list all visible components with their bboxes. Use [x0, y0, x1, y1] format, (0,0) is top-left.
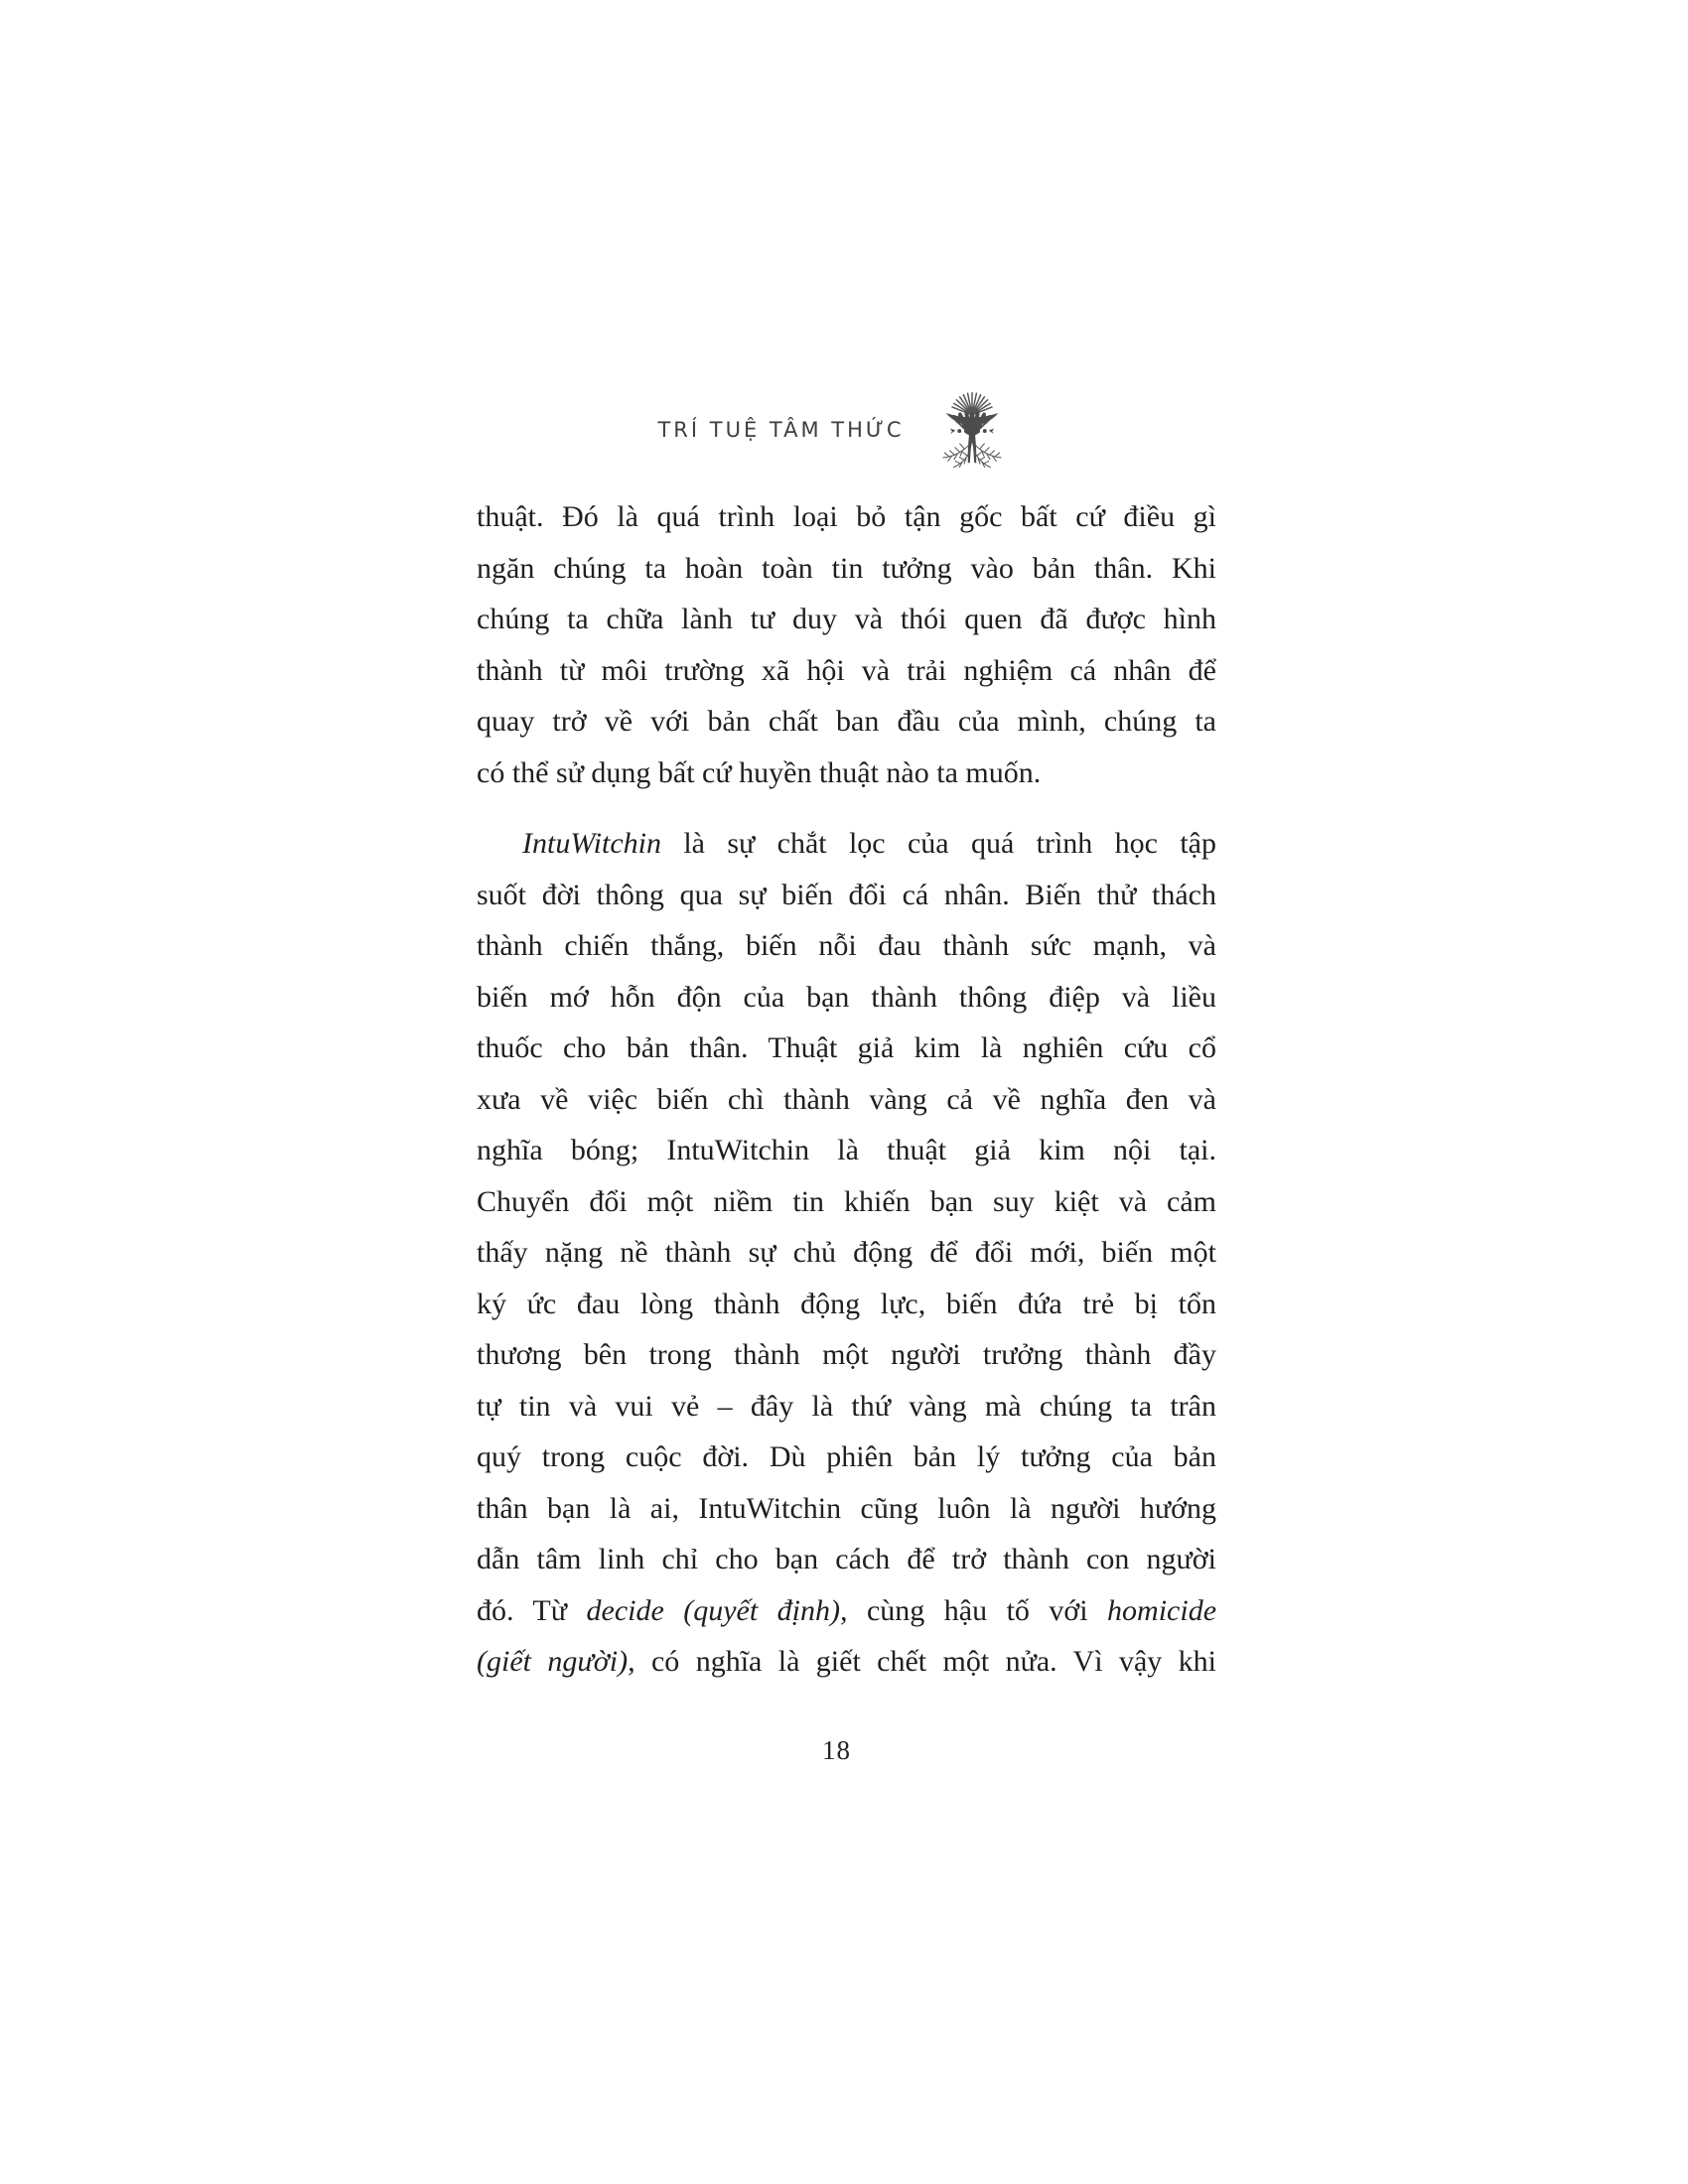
text-segment: chúng ta chữa lành tư duy và thói quen đã được hình — [477, 603, 1216, 635]
hands-sunrays-crescent-laurel-logo-icon — [928, 384, 1016, 472]
text-line — [477, 594, 1216, 645]
text-line — [477, 491, 1216, 543]
text-segment: tự tin và vui vẻ – đây là thứ vàng mà chúng ta trân — [477, 1389, 1216, 1423]
text-segment: có thể sử dụng bất cứ huyền thuật nào ta muốn. — [477, 755, 1042, 789]
text-segment: đó. Từ — [477, 1593, 587, 1627]
text-line — [477, 1279, 1216, 1330]
body-text — [477, 491, 1216, 1688]
italic-text-segment: (giết người), — [477, 1645, 635, 1678]
text-segment: cùng hậu tố với — [847, 1593, 1108, 1627]
text-line — [477, 1329, 1216, 1381]
text-line — [477, 1125, 1216, 1176]
text-segment: thấy nặng nề thành sự chủ động để đổi mới, biến một — [477, 1236, 1216, 1269]
text-line — [477, 1176, 1216, 1228]
paragraph — [477, 491, 1216, 798]
text-line — [477, 920, 1216, 972]
text-segment: dẫn tâm linh chỉ cho bạn cách để trở thành con người — [477, 1543, 1216, 1575]
text-segment: quay trở về với bản chất ban đầu của mình, chúng ta — [477, 705, 1216, 738]
text-segment: ký ức đau lòng thành động lực, biến đứa trẻ bị tổn — [477, 1287, 1216, 1320]
text-line — [477, 1432, 1216, 1483]
text-line — [477, 1483, 1216, 1535]
text-line — [477, 696, 1216, 748]
italic-text-segment: decide (quyết định), — [586, 1593, 848, 1627]
text-line — [477, 1534, 1216, 1585]
text-segment: thuốc cho bản thân. Thuật giả kim là nghiên cứu cổ — [477, 1031, 1216, 1064]
text-segment: suốt đời thông qua sự biến đổi cá nhân. Biến thử thách — [477, 878, 1216, 911]
text-line — [477, 1227, 1216, 1279]
text-segment: Chuyển đổi một niềm tin khiến bạn suy kiệt và cảm — [477, 1184, 1216, 1218]
italic-text-segment: homicide — [1107, 1593, 1217, 1627]
text-segment: xưa về việc biến chì thành vàng cả về nghĩa đen và — [477, 1082, 1216, 1116]
text-line — [477, 1636, 1216, 1688]
text-segment: thân bạn là ai, IntuWitchin cũng luôn là người hướng — [477, 1491, 1216, 1525]
text-line — [477, 1585, 1216, 1637]
text-line — [477, 1381, 1216, 1433]
book-title: TRÍ TUỆ TÂM THỨC — [657, 418, 905, 442]
text-line — [477, 870, 1216, 921]
text-segment: là sự chắt lọc của quá trình học tập — [660, 827, 1216, 860]
text-line — [477, 818, 1216, 870]
page-number: 18 — [822, 1735, 851, 1765]
text-line — [477, 645, 1216, 697]
text-segment: ngăn chúng ta hoàn toàn tin tưởng vào bản thân. Khi — [477, 551, 1216, 585]
text-segment: có nghĩa là giết chết một nửa. Vì vậy khi — [634, 1645, 1216, 1678]
text-line — [477, 1074, 1216, 1126]
text-segment: thành từ môi trường xã hội và trải nghiệm cá nhân để — [477, 653, 1216, 687]
text-segment: thành chiến thắng, biến nỗi đau thành sức mạnh, và — [477, 929, 1216, 962]
italic-text-segment: IntuWitchin — [522, 827, 661, 860]
text-line — [477, 543, 1216, 595]
text-line — [477, 1023, 1216, 1074]
paragraph — [477, 818, 1216, 1688]
text-segment: biến mớ hỗn độn của bạn thành thông điệp và liều — [477, 980, 1216, 1014]
text-segment: quý trong cuộc đời. Dù phiên bản lý tưởng của bản — [477, 1440, 1216, 1473]
text-segment: nghĩa bóng; IntuWitchin là thuật giả kim nội tại. — [477, 1134, 1216, 1166]
text-line — [477, 748, 1216, 799]
text-segment: thương bên trong thành một người trưởng thành đầy — [477, 1338, 1216, 1371]
running-header — [467, 383, 1206, 473]
text-line — [477, 972, 1216, 1024]
text-segment: thuật. Đó là quá trình loại bỏ tận gốc bất cứ điều gì — [477, 500, 1216, 533]
